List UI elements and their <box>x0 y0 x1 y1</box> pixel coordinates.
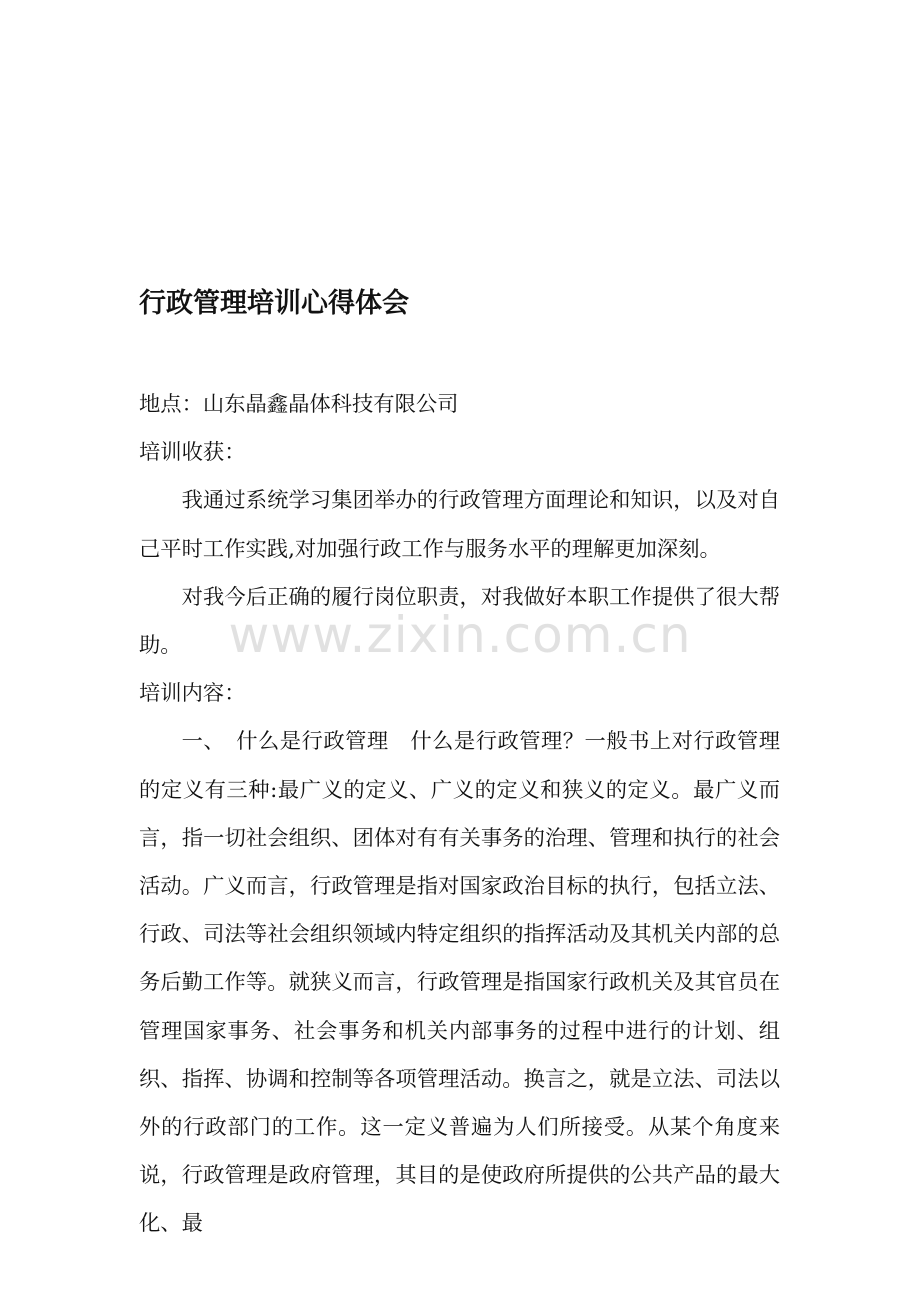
document-body <box>139 381 780 1249</box>
content-heading: 培训内容： <box>139 681 246 707</box>
document-title: 行政管理培训心得体会 <box>139 288 409 319</box>
content-paragraph: 一、 什么是行政管理 什么是行政管理？一般书上对行政管理的定义有三种:最广义的定义、广义的定义和狭义的定义。最广义而言，指一切社会组织、团体对有有关事务的治理、管理和执行的社会活动。广义而言，行政管理是指对国家政治目标的执行，包括立法、行政、司法等社会组织领域内特定组织的指挥活动及其机关内部的总务后勤工作等。就狭义而言，行政管理是指国家行政机关及其官员在管理国家事务、社会事务和机关内部事务的过程中进行的计划、组织、指挥、协调和控制等各项管理活动。换言之，就是立法、司法以外的行政部门的工作。这一定义普遍为人们所接受。从某个角度来说，行政管理是政府管理，其目的是使政府所提供的公共产品的最大化、最 <box>139 729 780 1237</box>
gains-heading: 培训收获： <box>139 440 246 466</box>
location-line: 地点：山东晶鑫晶体科技有限公司 <box>139 392 459 417</box>
watermark: www.zixin.com.cn <box>228 606 692 664</box>
gains-paragraph-2: 对我今后正确的履行岗位职责，对我做好本职工作提供了很大帮助。 <box>139 584 780 659</box>
gains-paragraph-1: 我通过系统学习集团举办的行政管理方面理论和知识，以及对自己平时工作实践,对加强行政工作与服务水平的理解更加深刻。 <box>139 488 780 562</box>
